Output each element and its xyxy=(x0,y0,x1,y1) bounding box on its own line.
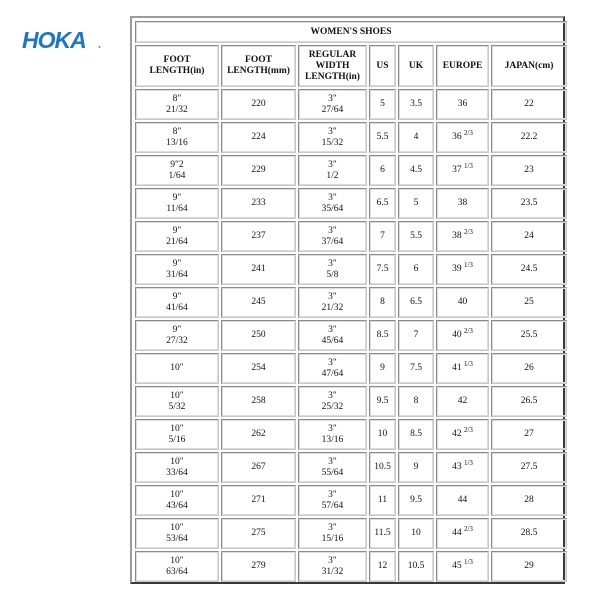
cell-europe: 36 $^{2/3}$ xyxy=(436,122,489,153)
cell-us: 9 xyxy=(369,353,396,384)
cell-foot-length-in: 10" xyxy=(135,353,219,384)
cell-foot-length-in: 10" 5/16 xyxy=(135,419,219,450)
cell-regular-width: 3" 21/32 xyxy=(298,287,367,318)
cell-us: 9.5 xyxy=(369,386,396,417)
cell-regular-width: 3" 45/64 xyxy=(298,320,367,351)
cell-foot-length-mm: 245 xyxy=(221,287,296,318)
cell-japan: 26 xyxy=(491,353,567,384)
cell-europe: 40 $^{2/3}$ xyxy=(436,320,489,351)
cell-regular-width: 3" 15/32 xyxy=(298,122,367,153)
cell-japan: 27.5 xyxy=(491,452,567,483)
cell-japan: 24 xyxy=(491,221,567,252)
table-row xyxy=(135,122,567,153)
cell-foot-length-in: 8" 13/16 xyxy=(135,122,219,153)
cell-foot-length-mm: 233 xyxy=(221,188,296,219)
cell-us: 6.5 xyxy=(369,188,396,219)
table-row xyxy=(135,188,567,219)
cell-foot-length-in: 9" 21/64 xyxy=(135,221,219,252)
cell-japan: 27 xyxy=(491,419,567,450)
cell-europe: 44 $^{2/3}$ xyxy=(436,518,489,549)
table-row xyxy=(135,155,567,186)
cell-foot-length-mm: 241 xyxy=(221,254,296,285)
cell-uk: 3.5 xyxy=(398,89,434,120)
table-row xyxy=(135,452,567,483)
cell-uk: 8 xyxy=(398,386,434,417)
cell-regular-width: 3" 37/64 xyxy=(298,221,367,252)
cell-europe: 38 $^{2/3}$ xyxy=(436,221,489,252)
cell-europe: 41 $^{1/3}$ xyxy=(436,353,489,384)
cell-europe: 42 $^{2/3}$ xyxy=(436,419,489,450)
cell-europe: 43 $^{1/3}$ xyxy=(436,452,489,483)
cell-regular-width: 3" 25/32 xyxy=(298,386,367,417)
cell-us: 5.5 xyxy=(369,122,396,153)
cell-foot-length-in: 10" 33/64 xyxy=(135,452,219,483)
header-regular-width: REGULAR WIDTH LENGTH(in) xyxy=(298,45,367,87)
cell-japan: 23 xyxy=(491,155,567,186)
header-foot-length-mm: FOOT LENGTH(mm) xyxy=(221,45,296,87)
cell-us: 12 xyxy=(369,551,396,582)
hoka-logo-icon xyxy=(22,27,102,51)
cell-uk: 9 xyxy=(398,452,434,483)
cell-uk: 6 xyxy=(398,254,434,285)
cell-uk: 10.5 xyxy=(398,551,434,582)
cell-foot-length-in: 10" 43/64 xyxy=(135,485,219,516)
cell-uk: 7.5 xyxy=(398,353,434,384)
size-chart-table xyxy=(130,16,565,584)
cell-us: 10 xyxy=(369,419,396,450)
cell-uk: 8.5 xyxy=(398,419,434,450)
cell-foot-length-mm: 220 xyxy=(221,89,296,120)
cell-foot-length-mm: 279 xyxy=(221,551,296,582)
cell-foot-length-mm: 250 xyxy=(221,320,296,351)
table-title: WOMEN'S SHOES xyxy=(135,21,567,43)
cell-regular-width: 3" 31/32 xyxy=(298,551,367,582)
cell-japan: 22.2 xyxy=(491,122,567,153)
cell-europe: 44 xyxy=(436,485,489,516)
table-row xyxy=(135,254,567,285)
cell-uk: 5.5 xyxy=(398,221,434,252)
cell-us: 11.5 xyxy=(369,518,396,549)
header-us: US xyxy=(369,45,396,87)
cell-us: 8 xyxy=(369,287,396,318)
cell-regular-width: 3" 57/64 xyxy=(298,485,367,516)
cell-foot-length-mm: 237 xyxy=(221,221,296,252)
header-japan: JAPAN(cm) xyxy=(491,45,567,87)
cell-japan: 26.5 xyxy=(491,386,567,417)
cell-regular-width: 3" 35/64 xyxy=(298,188,367,219)
hoka-logo xyxy=(22,27,102,51)
cell-regular-width: 3" 15/16 xyxy=(298,518,367,549)
cell-uk: 4 xyxy=(398,122,434,153)
cell-japan: 25.5 xyxy=(491,320,567,351)
cell-japan: 28 xyxy=(491,485,567,516)
cell-foot-length-in: 9" 41/64 xyxy=(135,287,219,318)
cell-foot-length-in: 9" 31/64 xyxy=(135,254,219,285)
table-row xyxy=(135,419,567,450)
cell-foot-length-in: 10" 5/32 xyxy=(135,386,219,417)
cell-regular-width: 3" 55/64 xyxy=(298,452,367,483)
cell-us: 8.5 xyxy=(369,320,396,351)
cell-us: 7 xyxy=(369,221,396,252)
table-row xyxy=(135,386,567,417)
cell-europe: 37 $^{1/3}$ xyxy=(436,155,489,186)
table-row xyxy=(135,320,567,351)
cell-us: 10.5 xyxy=(369,452,396,483)
cell-japan: 29 xyxy=(491,551,567,582)
cell-us: 7.5 xyxy=(369,254,396,285)
cell-japan: 25 xyxy=(491,287,567,318)
cell-foot-length-in: 10" 63/64 xyxy=(135,551,219,582)
cell-uk: 7 xyxy=(398,320,434,351)
header-europe: EUROPE xyxy=(436,45,489,87)
cell-foot-length-mm: 262 xyxy=(221,419,296,450)
cell-regular-width: 3" 27/64 xyxy=(298,89,367,120)
cell-us: 5 xyxy=(369,89,396,120)
cell-europe: 42 xyxy=(436,386,489,417)
cell-foot-length-in: 9"2 1/64 xyxy=(135,155,219,186)
cell-foot-length-mm: 275 xyxy=(221,518,296,549)
cell-foot-length-in: 10" 53/64 xyxy=(135,518,219,549)
header-foot-length-in: FOOT LENGTH(in) xyxy=(135,45,219,87)
cell-europe: 45 $^{1/3}$ xyxy=(436,551,489,582)
cell-europe: 36 xyxy=(436,89,489,120)
table-row xyxy=(135,353,567,384)
header-uk: UK xyxy=(398,45,434,87)
cell-foot-length-mm: 229 xyxy=(221,155,296,186)
cell-foot-length-mm: 254 xyxy=(221,353,296,384)
cell-regular-width: 3" 5/8 xyxy=(298,254,367,285)
table-row xyxy=(135,287,567,318)
cell-uk: 10 xyxy=(398,518,434,549)
cell-uk: 9.5 xyxy=(398,485,434,516)
hoka-wordmark: HOKA xyxy=(22,27,86,51)
cell-europe: 39 $^{1/3}$ xyxy=(436,254,489,285)
cell-foot-length-mm: 271 xyxy=(221,485,296,516)
table-row xyxy=(135,518,567,549)
cell-foot-length-in: 9" 27/32 xyxy=(135,320,219,351)
cell-japan: 24.5 xyxy=(491,254,567,285)
cell-foot-length-mm: 258 xyxy=(221,386,296,417)
cell-europe: 40 xyxy=(436,287,489,318)
cell-regular-width: 3" 1/2 xyxy=(298,155,367,186)
table-row xyxy=(135,485,567,516)
cell-regular-width: 3" 13/16 xyxy=(298,419,367,450)
table-row xyxy=(135,221,567,252)
cell-japan: 22 xyxy=(491,89,567,120)
cell-japan: 28.5 xyxy=(491,518,567,549)
cell-us: 6 xyxy=(369,155,396,186)
cell-foot-length-mm: 224 xyxy=(221,122,296,153)
cell-uk: 4.5 xyxy=(398,155,434,186)
cell-foot-length-in: 9" 11/64 xyxy=(135,188,219,219)
cell-us: 11 xyxy=(369,485,396,516)
table-row xyxy=(135,89,567,120)
cell-regular-width: 3" 47/64 xyxy=(298,353,367,384)
cell-uk: 6.5 xyxy=(398,287,434,318)
cell-foot-length-in: 8" 21/32 xyxy=(135,89,219,120)
cell-japan: 23.5 xyxy=(491,188,567,219)
cell-uk: 5 xyxy=(398,188,434,219)
cell-foot-length-mm: 267 xyxy=(221,452,296,483)
table-row xyxy=(135,551,567,582)
cell-europe: 38 xyxy=(436,188,489,219)
